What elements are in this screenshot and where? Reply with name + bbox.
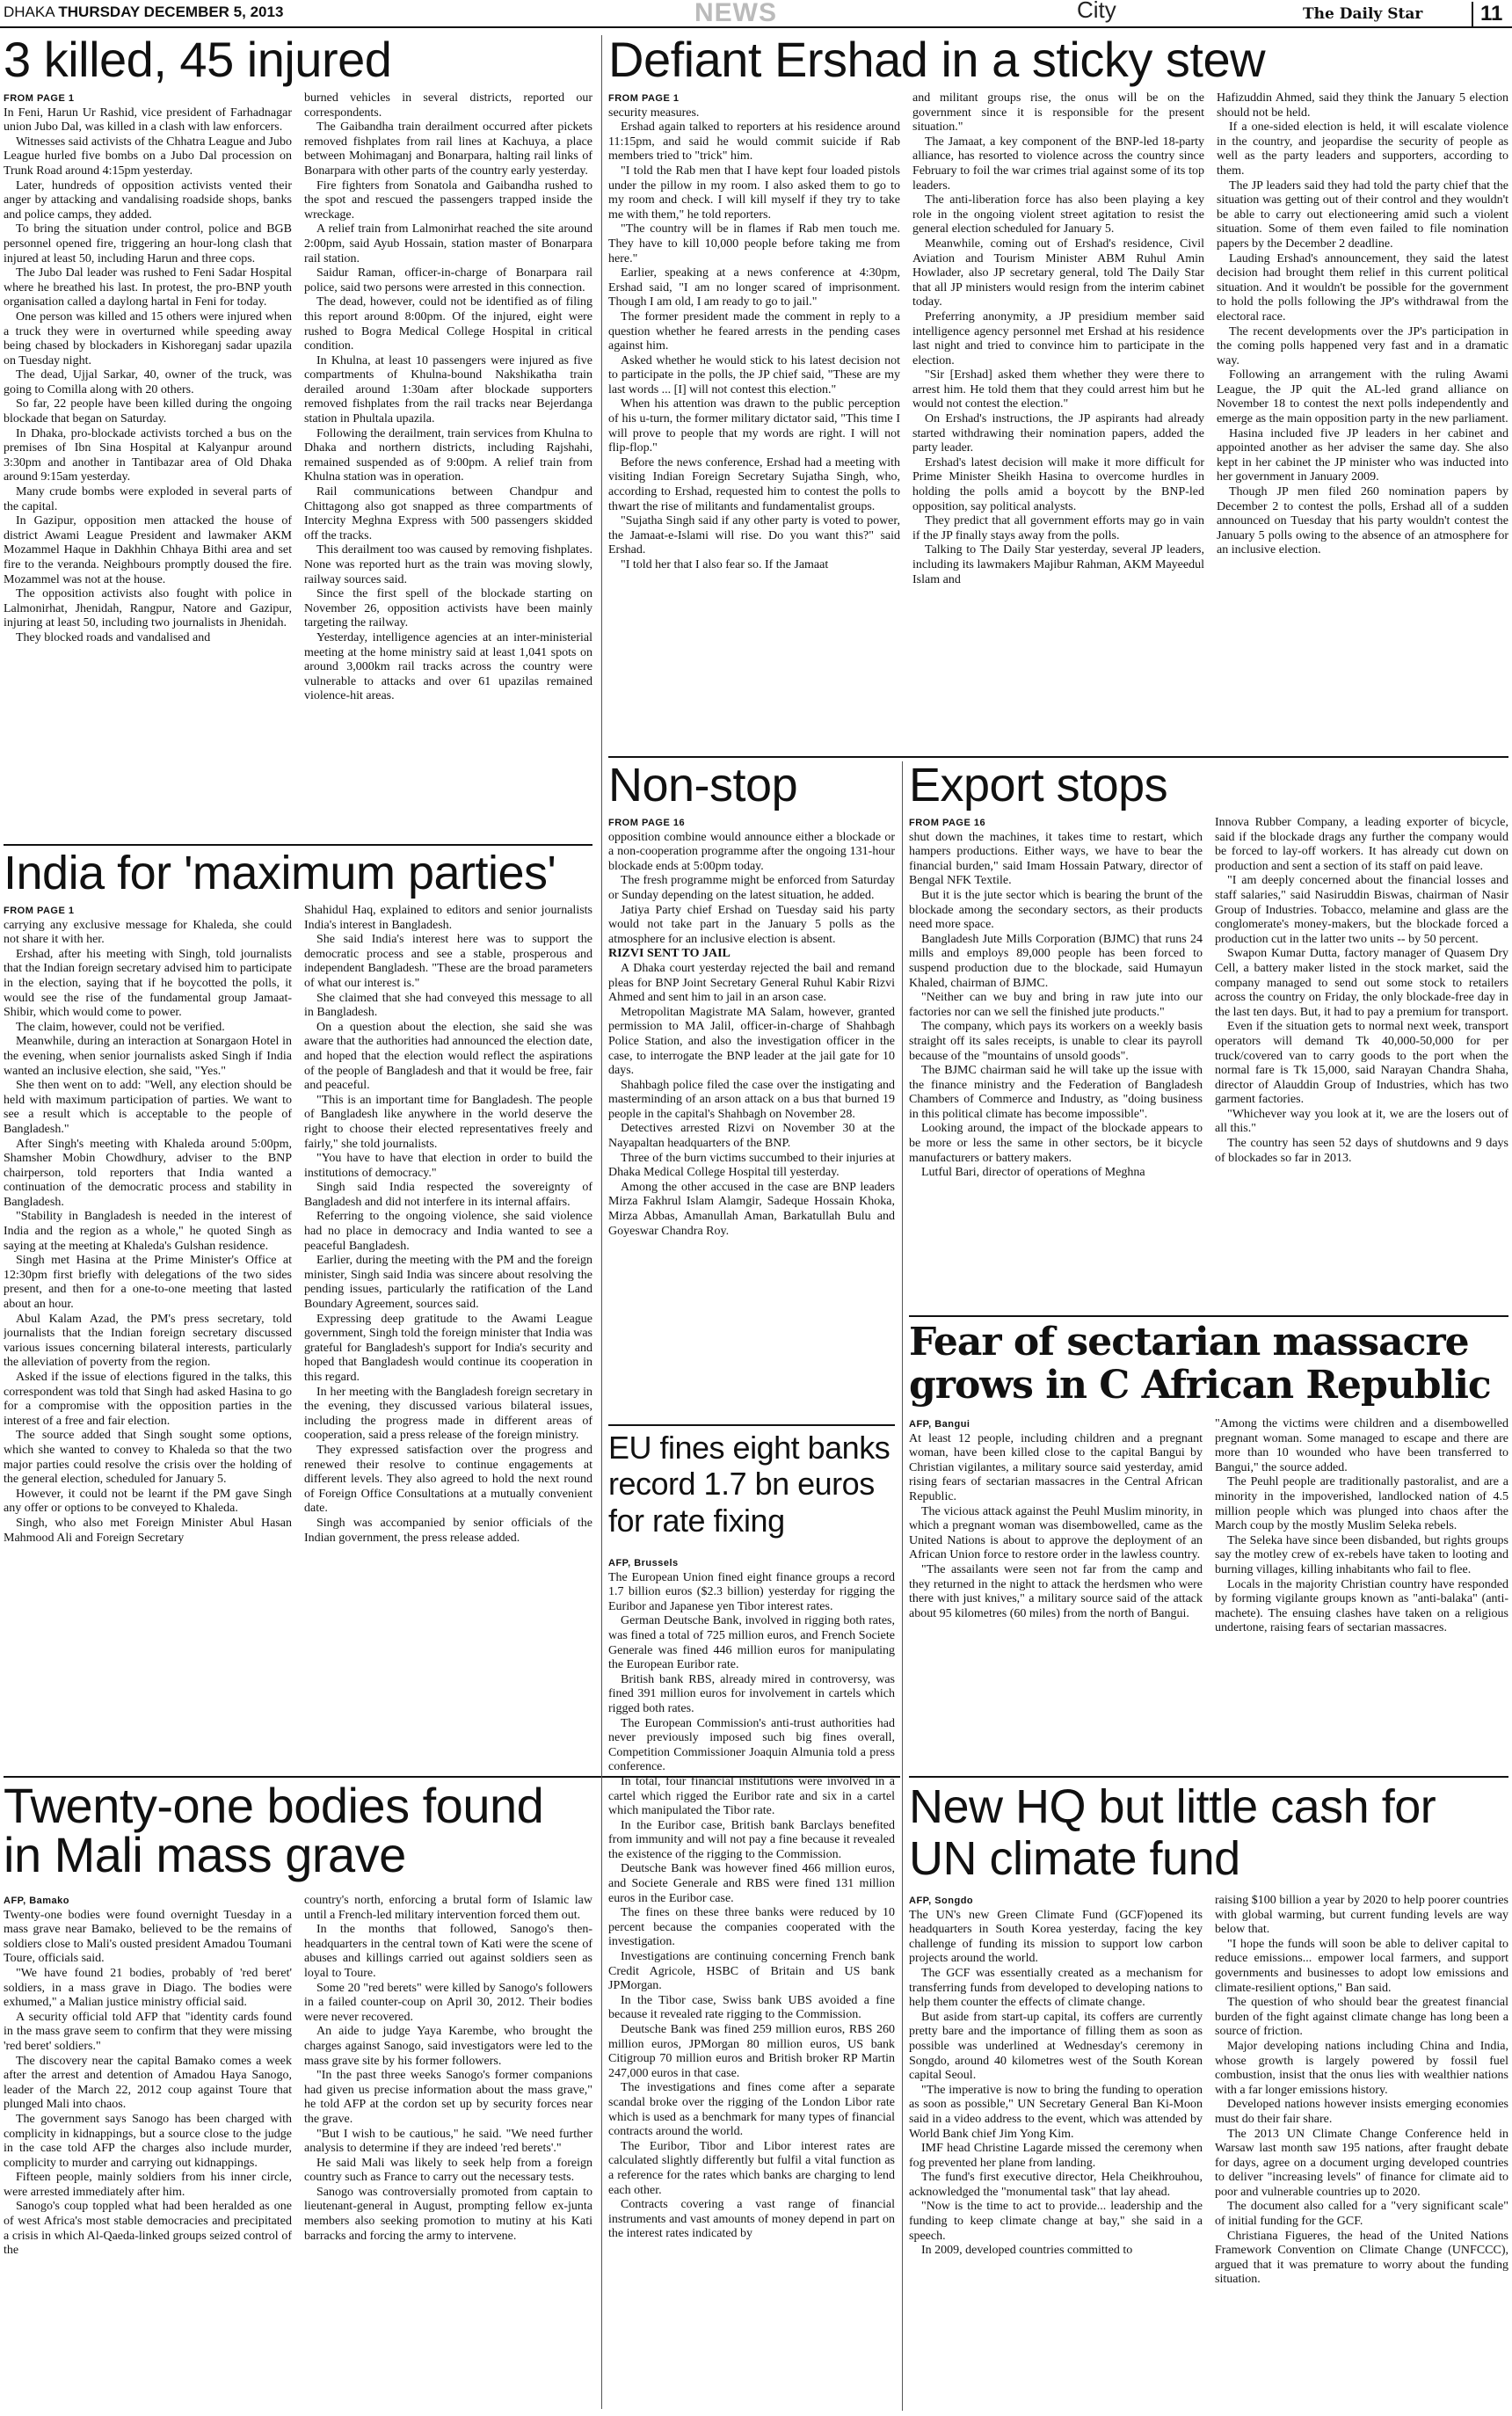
- story-paragraph: The BJMC chairman said he will take up the issue with the finance ministry and the Federation of Bangladesh Chambers of Commerce and Industry, as "doing business in this political climate has become impossible".: [909, 1064, 1203, 1121]
- story-column: [1215, 816, 1508, 1314]
- story-paragraph: Asked whether he would stick to his latest decision not to participate in the polls, the JP chief said, "These are my last words ... [I] will not contest this election.": [608, 353, 900, 397]
- story-paragraph: Singh said India respected the sovereignty of Bangladesh and did not interfere in its internal affairs.: [304, 1181, 592, 1209]
- story-paragraph: Following the derailment, train services from Khulna to Dhaka and northern districts, including Rajshahi, remained suspended as of 9:00pm. A relief train from Khulna station was in operation.: [304, 426, 592, 484]
- story-mali: [4, 1781, 592, 2411]
- story-subheading: RIZVI SENT TO JAIL: [608, 947, 731, 961]
- story-paragraph: The Euribor, Tibor and Libor interest rates are calculated slightly differently but fulfil a vital function as a reference for the rates which banks are charging to lend each other.: [608, 2139, 895, 2197]
- story-paragraph: This derailment too was caused by removing fishplates. None was reported hurt as the train was moving slowly, railway sources said.: [304, 543, 592, 586]
- story-export-stops: [909, 761, 1508, 1314]
- story-paragraph: The document also called for a "very significant scale" of initial funding for the GCF.: [1215, 2200, 1508, 2229]
- story-column: [909, 816, 1203, 1314]
- story-paragraph: To bring the situation under control, police and BGB personnel opened fire, triggering an hour-long clash that injured at least 50, including Harun and three cops.: [4, 222, 292, 266]
- story-column: [608, 816, 895, 1423]
- story-paragraph: and militant groups rise, the onus will be on the government since it is responsible for the present situation.": [912, 91, 1204, 135]
- story-paragraph: On a question about the election, she said she was aware that the authorities had announced the election date, and hoped that the election would reflect the aspirations of the people of Bangladesh and that it would be free, fair and peaceful.: [304, 1020, 592, 1093]
- story-paragraph: In her meeting with the Bangladesh foreign secretary in the evening, they discussed various bilateral issues, including the progress made in different areas of cooperation, said a press release of the foreign ministry.: [304, 1385, 592, 1443]
- story-paragraph: Rail communications between Chandpur and Chittagong also got snapped as three compartments of Intercity Meghna Express with 500 passengers skidded off the tracks.: [304, 485, 592, 542]
- story-paragraph: "I told the Rab men that I have kept four loaded pistols under the pillow in my room. I also asked them to go to my room and check. I will kill myself if they try to take me with them," he told reporters.: [608, 164, 900, 222]
- story-paragraph: raising $100 billion a year by 2020 to help poorer countries with global warming, but current funding levels are way below that.: [1215, 1894, 1508, 1937]
- story-paragraph: The fund's first executive director, Hela Cheikhrouhou, acknowledged the "monumental task" that lay ahead.: [909, 2171, 1203, 2199]
- story-paragraph: In Feni, Harun Ur Rashid, vice president of Farhadnagar union Jubo Dal, was killed in a clash with law enforcers.: [4, 106, 292, 135]
- story-paragraph: Abul Kalam Azad, the PM's press secretary, told journalists that the Indian foreign secretary discussed various issues concerning bilateral interests, particularly the alleviation of poverty from the region.: [4, 1312, 292, 1370]
- story-paragraph: The dead, however, could not be identified as of filing this report around 8:00pm. Of the injured, eight were rushed to Bogra Medical College Hospital in critical condition.: [304, 295, 592, 353]
- story-headline: New HQ but little cash for UN climate fund: [909, 1781, 1436, 1886]
- story-paragraph: The investigations and fines come after a separate scandal broke over the rigging of the London Libor rate which is used as a benchmark for many types of financial contracts around the world.: [608, 2081, 895, 2139]
- story-column: [304, 91, 592, 842]
- story-paragraph: Talking to The Daily Star yesterday, several JP leaders, including its lawmakers Majibur Rahman, AKM Mayeedul Islam and: [912, 543, 1204, 586]
- story-column: [4, 1894, 292, 2411]
- story-ershad: [608, 35, 1508, 754]
- story-paragraph: Singh met Hasina at the Prime Minister's Office at 12:30pm first briefly with delegations of the two sides present, and then for a one-to-one meeting that lasted about an hour.: [4, 1254, 292, 1312]
- story-kicker: FROM PAGE 1: [4, 93, 75, 104]
- story-paragraph: "The imperative is now to bring the funding to operation as soon as possible," UN Secretary General Ban Ki-Moon said in a video address to the event, which was attended by World Bank chief Jim Yong Kim.: [909, 2083, 1203, 2141]
- story-paragraph: German Deutsche Bank, involved in rigging both rates, was fined a total of 725 million euros, and French Societe Generale was fined 446 million euros for manipulating the European Euribor rate.: [608, 1614, 895, 1672]
- story-paragraph: Jatiya Party chief Ershad on Tuesday said his party would not take part in the January 5 polls as the atmosphere for an inclusive election is absent.: [608, 903, 895, 946]
- story-paragraph: opposition combine would announce either a blockade or a non-cooperation programme after the ongoing 131-hour blockade ends at 5:00pm today.: [608, 830, 895, 873]
- story-paragraph: She claimed that she had conveyed this message to all in Bangladesh.: [304, 991, 592, 1020]
- story-paragraph: Hafizuddin Ahmed, said they think the January 5 election should not be held.: [1217, 91, 1508, 120]
- story-paragraph: Expressing deep gratitude to the Awami League government, Singh told the foreign minister that India was grateful for Bangladesh's support for India's security and hoped that Bangladesh would continue its cooperation in this regard.: [304, 1312, 592, 1384]
- story-paragraph: Metropolitan Magistrate MA Salam, however, granted permission to MA Jalil, officer-in-charge of Shahbagh Police Station, and also the investigation officer in the case, to interrogate the BNP leader at the jail gate for 10 days.: [608, 1005, 895, 1078]
- story-paragraph: "Now is the time to act to provide... leadership and the funding to keep climate change at bay," she said in a speech.: [909, 2200, 1203, 2243]
- story-paragraph: Ershad again talked to reporters at his residence around 11:15pm, and said he would commit suicide if Rab members tried to "trick" him.: [608, 120, 900, 164]
- story-paragraph: "In the past three weeks Sanogo's former companions had given us precise information about the mass grave," he told AFP at the cordon set up by security forces near the grave.: [304, 2069, 592, 2126]
- story-paragraph: "But I wish to be cautious," he said. "We need further analysis to determine if they are indeed 'red berets'.": [304, 2127, 592, 2156]
- story-paragraph: They expressed satisfaction over the progress and renewed their resolve to continue engagements at different levels. They also agreed to hold the next round of Foreign Office Consultations at a mutually convenient date.: [304, 1443, 592, 1516]
- story-paragraph: The Gaibandha train derailment occurred after pickets removed fishplates from rail lines at Kachuya, a place between Mohimaganj and Bonarpara, halting rail links of Bonarpara with other parts of the country early yesterday.: [304, 120, 592, 178]
- story-paragraph: Since the first spell of the blockade starting on November 26, opposition activists have been mainly targeting the railway.: [304, 587, 592, 630]
- story-paragraph: The UN's new Green Climate Fund (GCF)opened its headquarters in South Korea yesterday, facing the key challenge of funding its mission to support low carbon projects around the world.: [909, 1908, 1203, 1966]
- story-kicker: FROM PAGE 1: [4, 906, 75, 916]
- page-number: 11: [1472, 2, 1502, 26]
- story-paragraph: country's north, enforcing a brutal form of Islamic law until a French-led military intervention forced them out.: [304, 1894, 592, 1922]
- story-paragraph: An aide to judge Yaya Karembe, who brought the charges against Sanogo, said investigators were led to the mass grave site by his former followers.: [304, 2025, 592, 2068]
- story-paragraph: Detectives arrested Rizvi on November 30 at the Nayapaltan headquarters of the BNP.: [608, 1122, 895, 1151]
- story-headline: 3 killed, 45 injured: [4, 35, 392, 87]
- story-paragraph: The discovery near the capital Bamako comes a week after the arrest and detention of Amadou Haya Sanogo, leader of the March 22, 2012 coup against Toure that plunged Mali into chaos.: [4, 2054, 292, 2112]
- story-paragraph: "I am deeply concerned about the financial losses and staff salaries," said Nasiruddin Biswas, chairman of Nasir Group of Industries. Tobacco, melamine and glass are the conglomerate's money-makers, but the blockade forced a production cut in the latter two units -- by 50 percent.: [1215, 874, 1508, 946]
- dateline: [4, 4, 283, 21]
- story-paragraph: Singh, who also met Foreign Minister Abul Hasan Mahmood Ali and Foreign Secretary: [4, 1516, 292, 1545]
- story-paragraph: Deutsche Bank was fined 259 million euros, RBS 260 million euros, JPMorgan 80 million euros, US bank Citigroup 70 million euros and British broker RP Martin 247,000 euros in that case.: [608, 2023, 895, 2080]
- story-paragraph: However, it could not be learnt if the PM gave Singh any offer or options to be conveyed to Khaleda.: [4, 1487, 292, 1516]
- story-paragraph: The country has seen 52 days of shutdowns and 9 days of blockades so far in 2013.: [1215, 1137, 1508, 1165]
- story-column: [1217, 91, 1508, 754]
- story-column: [1215, 1894, 1508, 2411]
- story-paragraph: "Neither can we buy and bring in raw jute into our factories nor can we sell the finished jute products.": [909, 991, 1203, 1019]
- story-paragraph: They blocked roads and vandalised and: [16, 630, 211, 644]
- story-paragraph: Many crude bombs were exploded in several parts of the capital.: [4, 485, 292, 513]
- story-paragraph: The anti-liberation force has also been playing a key role in the ongoing violent street agitation to resist the general election scheduled for January 5.: [912, 193, 1204, 237]
- story-paragraph: Twenty-one bodies were found overnight Tuesday in a mass grave near Bamako, believed to be the remains of soldiers close to Mali's ousted president Amadou Toumani Toure, officials said.: [4, 1908, 292, 1966]
- story-paragraph: The fresh programme might be enforced from Saturday or Sunday depending on the latest situation, he added.: [608, 874, 895, 902]
- story-paragraph: Innova Rubber Company, a leading exporter of bicycle, said if the blockade drags any further the company would be forced to lay-off workers. It has already cut down on production and sent a section of its staff on paid leave.: [1215, 816, 1508, 873]
- story-paragraph: Referring to the ongoing violence, she said violence had no place in democracy and India wanted to see a peaceful Bangladesh.: [304, 1210, 592, 1253]
- story-paragraph: She then went on to add: "Well, any election should be held with maximum participation of parties. We want to see a result which is acceptable to the people of Bangladesh.": [4, 1079, 292, 1136]
- story-paragraph: But it is the jute sector which is bearing the brunt of the blockade among the secondary sectors, as their products need more space.: [909, 888, 1203, 932]
- story-paragraph: "The assailants were seen not far from the camp and they returned in the night to attack the herdsmen who were there with just knives," a military source said of the attack about 95 kilometres (60 miles) from the north of Bangui.: [909, 1562, 1203, 1620]
- story-headline: Export stops: [909, 761, 1168, 811]
- story-kicker: FROM PAGE 1: [608, 93, 680, 104]
- story-paragraph: A relief train from Lalmonirhat reached the site around 2:00pm, said Ayub Hossain, station master of Bonarpara rail station.: [304, 222, 592, 266]
- story-paragraph: The JP leaders said they had told the party chief that the situation was getting out of their control and they wouldn't be able to carry out electioneering amid such a violent situation. Some of them even failed to file nomination papers by the December 2 deadline.: [1217, 178, 1508, 251]
- story-paragraph: Witnesses said activists of the Chhatra League and Jubo League hurled five bombs on a Jubo Dal procession on Trunk Road around 4:15pm yesterday.: [4, 135, 292, 178]
- story-paragraph: "Whichever way you look at it, we are the losers out of all this.": [1215, 1107, 1508, 1136]
- story-paragraph: "Stability in Bangladesh is needed in the interest of India and the region as a whole," he quoted Singh as saying at the meeting at Khaleda's Gulshan residence.: [4, 1210, 292, 1253]
- story-paragraph: "Among the victims were children and a disembowelled pregnant woman. Some managed to escape and there are more than 10 wounded who have been transferred to Bangui," the source added.: [1215, 1417, 1508, 1474]
- story-paragraph: Fire fighters from Sonatola and Gaibandha rushed to the spot and rescued the passengers trapped inside the wreckage.: [304, 178, 592, 222]
- story-headline: Non-stop: [608, 761, 798, 811]
- city-label: City: [1077, 0, 1116, 23]
- story-paragraph: At least 12 people, including children and a pregnant woman, have been killed close to the capital Bangui by Christian vigilantes, a military source said yesterday, amid rising fears of sectarian massacres in the Central African Republic.: [909, 1431, 1203, 1503]
- story-column: [4, 904, 292, 1772]
- story-paragraph: Contracts covering a vast range of financial instruments and vast amounts of money depend in part on the interest rates indicated by: [608, 2198, 895, 2241]
- story-paragraph: The Jubo Dal leader was rushed to Feni Sadar Hospital where he breathed his last. In protest, the pro-BNP youth organisation called a daylong hartal in Feni for today.: [4, 266, 292, 309]
- masthead: [0, 0, 1512, 28]
- story-paragraph: Before the news conference, Ershad had a meeting with visiting Indian Foreign Secretary Sujatha Singh, who, according to Ershad, requested him to contest the polls to thwart the rise of militants and fundamentalist groups.: [608, 455, 900, 513]
- story-paragraph: IMF head Christine Lagarde missed the ceremony when fog prevented her plane from landing.: [909, 2142, 1203, 2170]
- story-paragraph: A security official told AFP that "identity cards found in the mass grave seem to confirm that they were missing 'red beret' soldiers.": [4, 2010, 292, 2053]
- story-paragraph: After Singh's meeting with Khaleda around 5:00pm, Shamsher Mobin Chowdhury, adviser to the BNP chairperson, told reporters that India wanted a continuation of the democratic process and stability in Bangladesh.: [4, 1137, 292, 1209]
- story-paragraph: In the months that followed, Sanogo's then-headquarters in the central town of Kati were the scene of abuses and killings carried out against soldiers seen as loyal to Toure.: [304, 1923, 592, 1980]
- story-paragraph: shut down the machines, it takes time to restart, which hampers productions. Either ways, we have to bear the financial burden," said Imam Hossain Patwary, director of Bengal NFK Textile.: [909, 830, 1203, 888]
- story-paragraph: In Dhaka, pro-blockade activists torched a bus on the premises of Ibn Sina Hospital at Kalyanpur around 3:30pm and another in Tantibazar area of Old Dhaka around 9:15am yesterday.: [4, 426, 292, 484]
- story-paragraph: Earlier, speaking at a news conference at 4:30pm, Ershad said, "I am no longer scared of imprisonment. Though I am old, I am ready to go to jail.": [608, 266, 900, 309]
- story-paragraph: When his attention was drawn to the public perception of his u-turn, the former military dictator said, "This time I will prove to people that my words are right. I will not flip-flop.": [608, 397, 900, 455]
- story-paragraph: British bank RBS, already mired in controversy, was fined 391 million euros for involvement in cartels which rigged both rates.: [608, 1672, 895, 1715]
- story-non-stop: [608, 761, 895, 1423]
- story-kicker: FROM PAGE 16: [608, 818, 686, 828]
- story-kicker: AFP, Brussels: [608, 1558, 679, 1568]
- story-paragraph: "This is an important time for Bangladesh. The people of Bangladesh like anywhere in the world deserve the right to choose their elected representatives freely and fairly," she told journalists.: [304, 1093, 592, 1151]
- story-paragraph: The claim, however, could not be verified.: [16, 1020, 225, 1034]
- story-paragraph: Yesterday, intelligence agencies at an inter-ministerial meeting at the home ministry said at least 1,041 spots on around 3,000km rail tracks across the country were vulnerable to attacks and over 61 upazilas remained violence-hit areas.: [304, 630, 592, 703]
- story-kicker: AFP, Bangui: [909, 1419, 970, 1430]
- story-paragraph: Later, hundreds of opposition activists vented their anger by attacking and vandalising roadside shops, banks and police camps, they added.: [4, 178, 292, 222]
- story-paragraph: Shahidul Haq, explained to editors and senior journalists India's interest in Bangladesh.: [304, 904, 592, 932]
- story-paragraph: Looking around, the impact of the blockade appears to be more or less the same in other sectors, be it bicycle manufacturers or battery makers.: [909, 1122, 1203, 1165]
- story-paragraph: In Gazipur, opposition men attacked the house of district Awami League President and lawmaker AKM Mozammel Haque in Dakhhin Chhaya Bithi area and set fire to the veranda. Neighbours promptly doused the fire. Mozammel was not at the house.: [4, 514, 292, 586]
- story-paragraph: Among the other accused in the case are BNP leaders Mirza Fakhrul Islam Alamgir, Sadeque Hossain Khoka, Mirza Abbas, Amanullah Aman, Barkatullah Bulu and Goyeswar Chandra Roy.: [608, 1180, 895, 1238]
- story-paragraph: The former president made the comment in reply to a question whether he feared arrests in the pending cases against him.: [608, 309, 900, 353]
- dateline-city: DHAKA: [4, 4, 55, 20]
- story-headline: Twenty-one bodies found in Mali mass grave: [4, 1781, 544, 1882]
- story-paragraph: "I hope the funds will soon be able to deliver capital to reduce emissions... empower local farmers, and support governments and businesses to adopt low emissions and climate-resilient options," Ban said.: [1215, 1937, 1508, 1995]
- story-paragraph: Sanogo's coup toppled what had been heralded as one of west Africa's most stable democracies and precipitated a crisis in which Al-Qaeda-linked groups seized control of the: [4, 2200, 292, 2258]
- story-column: [912, 91, 1204, 754]
- story-paragraph: The government says Sanogo has been charged with complicity in kidnappings, but a source close to the judge in the case told AFP the charges also include murder, complicity to murder and carrying out kidnappings.: [4, 2112, 292, 2170]
- story-paragraph: "I told her that I also fear so. If the Jamaat: [621, 558, 829, 571]
- story-headline: Defiant Ershad in a sticky stew: [608, 35, 1266, 87]
- story-paragraph: Earlier, during the meeting with the PM and the foreign minister, Singh said India was sincere about resolving the pending issues, particularly the ratification of the Land Boundary Agreement, sources said.: [304, 1254, 592, 1312]
- story-paragraph: Major developing nations including China and India, whose growth is largely powered by fossil fuel combustion, insist that the onus lies with wealthier nations with a far longer emissions history.: [1215, 2039, 1508, 2097]
- story-column: [4, 91, 292, 842]
- story-paragraph: The question of who should bear the greatest financial burden of the fight against climate change has long been a source of friction.: [1215, 1996, 1508, 2039]
- story-paragraph: Preferring anonymity, a JP presidium member said intelligence agency personnel met Ershad at his residence last night and tried to convince him to participate in the election.: [912, 309, 1204, 367]
- story-paragraph: Singh was accompanied by senior officials of the Indian government, the press release added.: [304, 1516, 592, 1545]
- story-paragraph: "We have found 21 bodies, probably of 'red beret' soldiers, in a mass grave in Diago. The bodies were exhumed," a Malian justice ministry official said.: [4, 1966, 292, 2010]
- story-paragraph: Meanwhile, during an interaction at Sonargaon Hotel in the evening, when senior journalists asked Singh if India wanted an inclusive election, she said, "Yes.": [4, 1035, 292, 1078]
- story-paragraph: The 2013 UN Climate Change Conference held in Warsaw last month saw 195 nations, after fraught debate for days, agree on a document urging developed countries to deliver "increasing levels" of finance for climate aid to poor and vulnerable countries up to 2020.: [1215, 2127, 1508, 2199]
- story-paragraph: Christiana Figueres, the head of the United Nations Framework Convention on Climate Change (UNFCCC), argued that it was premature to worry about the funding situation.: [1215, 2229, 1508, 2287]
- story-paragraph: The Peuhl people are traditionally pastoralist, and are a minority in the impoverished, landlocked nation of 4.5 million people which was plunged into chaos after the March coup by the mostly Muslim Seleka rebels.: [1215, 1475, 1508, 1533]
- story-3-killed: [4, 35, 592, 842]
- paper-name: The Daily Star: [1303, 5, 1423, 23]
- story-paragraph: In Khulna, at least 10 passengers were injured as five compartments of Khulna-bound Nakshikatha train derailed around 1:30am after blockade supporters removed fishplates from the rail tracks near Bejerdanga station in Phultala upazila.: [304, 353, 592, 426]
- story-paragraph: The source added that Singh sought some options, which she wanted to convey to Khaleda so that the two major parties could resolve the crisis over the holding of the general election, scheduled for January 5.: [4, 1429, 292, 1487]
- story-paragraph: Meanwhile, coming out of Ershad's residence, Civil Aviation and Tourism Minister ABM Ruhul Amin Howlader, also JP secretary general, told The Daily Star that all JP ministers would resign from the interim cabinet today.: [912, 237, 1204, 309]
- story-paragraph: Ershad, after his meeting with Singh, told journalists that the Indian foreign secretary advised him to participate in the election, saying that if he boycotted the polls, it would see the rise of the fundamental group Jamaat-Shibir, which would come to power.: [4, 947, 292, 1020]
- story-paragraph: Locals in the majority Christian country have responded by forming vigilante groups known as "anti-balaka" (anti-machete). The ensuing clashes have taken on a religious undertone, raising fears of sectarian massacres.: [1215, 1577, 1508, 1635]
- story-paragraph: If a one-sided election is held, it will escalate violence in the country, and jeopardise the security of people as well as the party leaders and supporters, according to them.: [1217, 120, 1508, 178]
- story-paragraph: The company, which pays its workers on a weekly basis straight off its sales receipts, is unable to clear its payroll because of the "mountains of unsold goods".: [909, 1020, 1203, 1063]
- story-paragraph: "You have to have that election in order to build the institutions of democracy.": [304, 1152, 592, 1180]
- story-paragraph: But aside from start-up capital, its coffers are currently pretty bare and the importance of filling them as soon as possible was underlined at Wednesday's ceremony in Songdo, around 40 kilometres west of the South Korean capital Seoul.: [909, 2010, 1203, 2083]
- story-paragraph: Bangladesh Jute Mills Corporation (BJMC) that runs 24 mills and employs 89,000 people has been forced to suspend production due to the blockade, said Humayun Khaled, chairman of BJMC.: [909, 932, 1203, 990]
- story-paragraph: Developed nations however insists emerging economies must do their fair share.: [1215, 2098, 1508, 2126]
- story-column: [304, 904, 592, 1772]
- story-paragraph: In the Euribor case, British bank Barclays benefited from immunity and will not pay a fine because it revealed the existence of the rigging to the Commission.: [608, 1818, 895, 1861]
- story-paragraph: On Ershad's instructions, the JP aspirants had already started withdrawing their nomination papers, added the party leader.: [912, 412, 1204, 455]
- story-paragraph: Following an arrangement with the ruling Awami League, the JP quit the AL-led grand alliance on November 18 to contest the next polls independently and emerge as the main opposition party in the new parliament.: [1217, 368, 1508, 426]
- story-paragraph: Investigations are continuing concerning French bank Credit Agricole, HSBC of Britain and US bank JPMorgan.: [608, 1950, 895, 1993]
- story-column: [304, 1894, 592, 2411]
- story-paragraph: "The country will be in flames if Rab men touch me. They have to kill 10,000 people before taking me from here.": [608, 222, 900, 266]
- story-paragraph: Shahbagh police filed the case over the instigating and masterminding of an arson attack on a bus that burned 19 people in the capital's Shahbagh on November 28.: [608, 1078, 895, 1121]
- story-column: [909, 1417, 1203, 1778]
- story-column: [909, 1894, 1203, 2411]
- story-paragraph: She said India's interest here was to support the democratic process and see a stable, prosperous and independent Bangladesh. "These are the broad parameters of what our interest is.": [304, 933, 592, 990]
- story-paragraph: The European Union fined eight finance groups a record 1.7 billion euros ($2.3 billion) yesterday for rigging the Euribor and Japanese yen Tibor interest rates.: [608, 1570, 895, 1613]
- story-kicker: AFP, Bamako: [4, 1896, 69, 1906]
- story-paragraph: The fines on these three banks were reduced by 10 percent because the companies cooperated with the investigation.: [608, 1906, 895, 1949]
- story-paragraph: "Sujatha Singh said if any other party is voted to power, the Jamaat-e-Islami will rise. Do you want this?" said Ershad.: [608, 514, 900, 557]
- story-kicker: FROM PAGE 16: [909, 818, 986, 828]
- story-un-climate-fund: [909, 1781, 1508, 2411]
- story-paragraph: In 2009, developed countries committed to: [921, 2244, 1133, 2258]
- story-paragraph: security measures.: [608, 106, 700, 120]
- story-paragraph: He said Mali was likely to seek help from a foreign country such as France to carry out the necessary tests.: [304, 2156, 592, 2185]
- story-paragraph: Sanogo was controversially promoted from captain to lieutenant-general in August, prompting fellow ex-junta members also seeking promotion to mutiny at his Kati barracks and forcing the army to intervene.: [304, 2185, 592, 2243]
- story-paragraph: The European Commission's anti-trust authorities had never previously imposed such big fines overall, Competition Commissioner Joaquin Almunia told a press conference.: [608, 1716, 895, 1774]
- dateline-date: THURSDAY DECEMBER 5, 2013: [58, 4, 284, 20]
- story-paragraph: "Sir [Ershad] asked them whether they were there to arrest him. He told them that they could arrest him but he would not contest the election.": [912, 368, 1204, 411]
- story-column: [1215, 1417, 1508, 1778]
- story-paragraph: The recent developments over the JP's participation in the coming polls happened very fast and in a dramatic way.: [1217, 324, 1508, 367]
- story-paragraph: In the Tibor case, Swiss bank UBS avoided a fine because it revealed rate rigging to the Commission.: [608, 1993, 895, 2022]
- story-paragraph: The opposition activists also fought with police in Lalmonirhat, Jhenidah, Rangpur, Natore and Gazipur, injuring at least 50, including two journalists in Jhenidah.: [4, 587, 292, 630]
- story-central-african-republic: [909, 1321, 1508, 1778]
- story-paragraph: A Dhaka court yesterday rejected the bail and remand pleas for BNP Joint Secretary General Ruhul Kabir Rizvi Ahmed and sent him to jail in an arson case.: [608, 961, 895, 1005]
- story-paragraph: The vicious attack against the Peuhl Muslim minority, in which a pregnant woman was disembowelled, came as the United Nations is about to approve the deployment of an African Union force to restore order in the lawless country.: [909, 1504, 1203, 1562]
- story-column: [608, 91, 900, 754]
- story-column: [608, 1556, 895, 2411]
- story-headline: Fear of sectarian massacre grows in C African Republic: [909, 1321, 1491, 1408]
- story-paragraph: burned vehicles in several districts, reported our correspondents.: [304, 91, 592, 120]
- story-paragraph: Asked if the issue of elections figured in the talks, this correspondent was told that Singh had asked Hasina to go for a compromise with the opposition parties in the interest of a free and fair election.: [4, 1371, 292, 1428]
- story-kicker: AFP, Songdo: [909, 1896, 974, 1906]
- story-paragraph: The Jamaat, a key component of the BNP-led 18-party alliance, has resorted to violence across the country since February to foil the war crimes trial against some of its top leaders.: [912, 135, 1204, 193]
- story-paragraph: Swapon Kumar Dutta, factory manager of Quasem Dry Cell, a battery maker listed in the stock market, said the company managed to send out some stock to retailers across the country on Friday, the only blockade-free day in the last ten days. But, it had to pay a premium for transport.: [1215, 947, 1508, 1019]
- story-paragraph: Three of the burn victims succumbed to their injuries at Dhaka Medical College Hospital till yesterday.: [608, 1151, 895, 1180]
- story-paragraph: The GCF was essentially created as a mechanism for transferring funds from developed to developing nations to help them counter the effects of climate change.: [909, 1966, 1203, 2010]
- story-paragraph: They predict that all government efforts may go in vain if the JP finally stays away from the polls.: [912, 514, 1204, 542]
- story-paragraph: Hasina included five JP leaders in her cabinet and appointed another as her adviser the same day. She also kept in her cabinet the JP minister who was inducted into her government in January 2009.: [1217, 426, 1508, 484]
- story-paragraph: Lutful Bari, director of operations of Meghna: [921, 1166, 1145, 1180]
- story-paragraph: The dead, Ujjal Sarkar, 40, owner of the truck, was going to Comilla along with 20 others.: [4, 368, 292, 397]
- story-paragraph: So far, 22 people have been killed during the ongoing blockade that began on Saturday.: [4, 397, 292, 426]
- story-paragraph: Ershad's latest decision will make it more difficult for Prime Minister Sheikh Hasina to overcome hurdles in holding the polls amid a boycott by the BNP-led opposition, say political analysts.: [912, 455, 1204, 513]
- story-paragraph: Saidur Raman, officer-in-charge of Bonarpara rail police, said two persons were arrested in this connection.: [304, 266, 592, 295]
- story-paragraph: Some 20 "red berets" were killed by Sanogo's followers in a failed counter-coup on April 30, 2012. Their bodies were never recovered.: [304, 1981, 592, 2024]
- story-paragraph: Lauding Ershad's announcement, they said the latest decision had brought them relief in this current political situation. And it wouldn't be possible for the government to hold the polls following the JP's withdrawal from the electoral race.: [1217, 251, 1508, 324]
- story-paragraph: Even if the situation gets to normal next week, transport operators will demand Tk 40,000-50,000 for per truck/covered van to carry goods to the port when the normal fare is Tk 15,000, said Narayan Chandra Shaha, director of Alauddin Group of Industries, which has two garment factories.: [1215, 1020, 1508, 1107]
- story-paragraph: One person was killed and 15 others were injured when a truck they were in overturned while speeding away being chased by blockaders in Kishoreganj sadar upazila on Tuesday night.: [4, 309, 292, 367]
- story-headline: India for 'maximum parties': [4, 849, 556, 899]
- story-paragraph: Fifteen people, mainly soldiers from his inner circle, were arrested immediately after him.: [4, 2171, 292, 2199]
- story-paragraph: Though JP men filed 260 nomination papers by December 2 to contest the polls, Ershad all of a sudden announced on Tuesday that his party wouldn't contest the January 5 polls owing to the absence of an atmosphere for an inclusive election.: [1217, 485, 1508, 557]
- story-paragraph: In total, four financial institutions were involved in a cartel which rigged the Euribor rate and six in a cartel which manipulated the Tibor rate.: [608, 1774, 895, 1818]
- story-eu-fines: [608, 1430, 895, 2411]
- section-label: NEWS: [694, 0, 777, 27]
- story-headline: EU fines eight banks record 1.7 bn euros for rate fixing: [608, 1430, 890, 1539]
- story-india: [4, 849, 592, 1772]
- story-paragraph: Deutsche Bank was however fined 466 million euros, and Societe Generale and RBS were fined 131 million euros in the Euribor case.: [608, 1862, 895, 1905]
- story-paragraph: The Seleka have since been disbanded, but rights groups say the motley crew of ex-rebels have taken to looting and burning villages, killing inhabitants who fail to flee.: [1215, 1533, 1508, 1576]
- story-paragraph: carrying any exclusive message for Khaleda, she could not share it with her.: [4, 918, 292, 947]
